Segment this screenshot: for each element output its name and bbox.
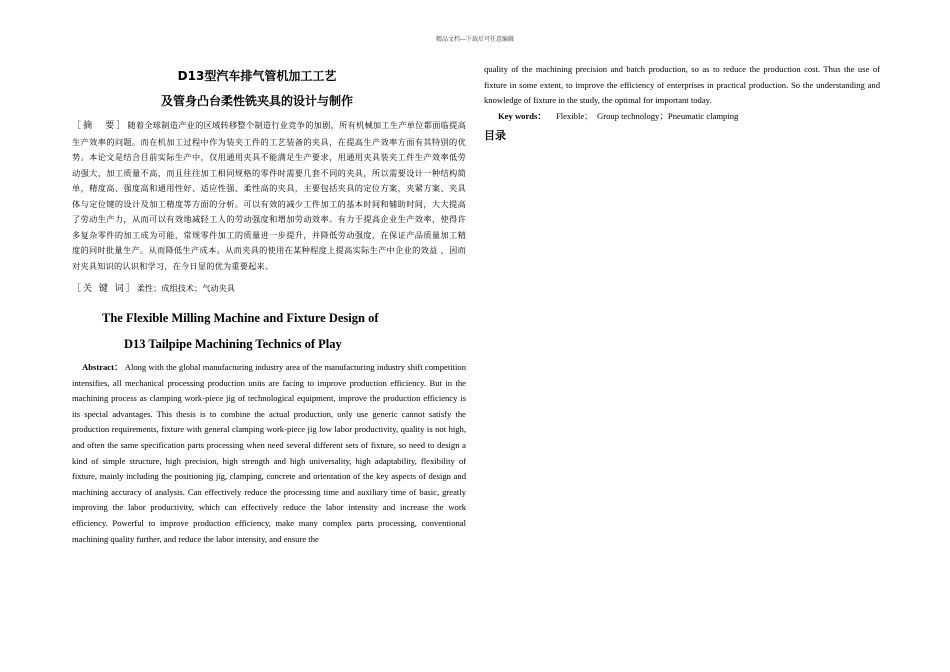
english-keywords-text: Flexible； Group technology；Pneumatic clamping	[555, 110, 739, 121]
chinese-abstract-text: 随着全球制造产业的区域转移整个制造行业竞争的加剧，所有机械加工生产单位都面临提高生产效率的问题。而在机加工过程中作为装夹工件的工艺装备的夹具，在提高生产效率方面有其特别的优势。本论文是结合目前实际生产中，仅用通用夹具不能满足生产要求，用通用夹具装夹工件生产效率低劳动强大，加工质量不高，而且往往加工相同规格的零件时需要几套不同的夹具，所以需要设计一种结构简单，精度高、强度高和通用性好、适应性强、柔性高的夹具，主要包括夹具的定位方案，夹紧方案、夹具体与定位键的设计及加工精度等方面的分析。可以有效的减少工件加工的基本时间和辅助时间，大大提高了劳动生产力，从而可以有效地减轻工人的劳动强度和增加劳动效率。有力于提高企业生产效率，使得许多复杂零件的加工成为可能，常规零件加工的质量进一步提升，并降低劳动强度，在保证产品质量加工精度的同时批量生产。从而降低生产成本。从而夹具的使用在某种程度上提高实际生产中企业的效益 ，因而对夹具知识的认识和学习，在今日显的优为重要起来。	[72, 120, 466, 271]
chinese-title-line-1: D13型汽车排气管机加工工艺	[177, 69, 337, 83]
english-abstract-text: Along with the global manufacturing industry area of the manufacturing industry shift competition intensifies, all mechanical processing production units are facing to improve production efficiency. But in the machining process as clamping work-piece jig of technological equipment, improve the production efficiency is its special advantages. This thesis is to combine the actual production, only use generic cannot satisfy the production requirements, fixture with general clamping work-piece jig low labor productivity, quality is not high, and often the same specification parts processing when need several different sets of fixture, so need to design a kind of simple structure, high precision, high strength and high universality, high adaptability, flexibility of fixture, mainly including the positioning jig, clamping, concrete and orientation of the key aspects of design and machining accuracy of analysis. Can effectively reduce the processing time and auxiliary time of basic, greatly improving the labor productivity, which can effectively reduce the labor intensity and increase the work efficiency. Powerful to improve production efficiency, make many complex parts processing, conventional machining quality further, and reduce the labor intensity, and ensure the	[72, 362, 466, 544]
english-abstract-continued: quality of the machining precision and batch production, so as to reduce the production cost. Thus the use of fixture in some extent, to improve the efficiency of enterprises in practical production. So the understanding and knowledge of fixture in the study, the optimal for important today.	[484, 64, 880, 106]
left-column	[72, 66, 466, 547]
chinese-keywords	[72, 281, 466, 296]
english-keywords-label: Key words：	[498, 110, 546, 121]
chinese-abstract-label: ［摘 要］	[72, 121, 128, 131]
page-header-note: 精品文档---下载后可任意编辑	[435, 36, 515, 43]
chinese-keywords-label: ［关 键 词］	[72, 284, 137, 294]
english-abstract	[72, 360, 466, 547]
toc-heading: 目录	[484, 129, 506, 143]
right-column	[484, 62, 880, 144]
chinese-keywords-text: 柔性；成组技术；气动夹具	[136, 283, 235, 293]
english-title-line-2: D13 Tailpipe Machining Technics of Play	[124, 337, 342, 351]
chinese-abstract	[72, 118, 466, 274]
english-keywords	[484, 109, 880, 125]
english-title-line-1: The Flexible Milling Machine and Fixture Design of	[102, 311, 379, 325]
chinese-title-line-2: 及管身凸台柔性铣夹具的设计与制作	[160, 94, 353, 108]
english-abstract-label: Abstract：	[82, 362, 123, 372]
